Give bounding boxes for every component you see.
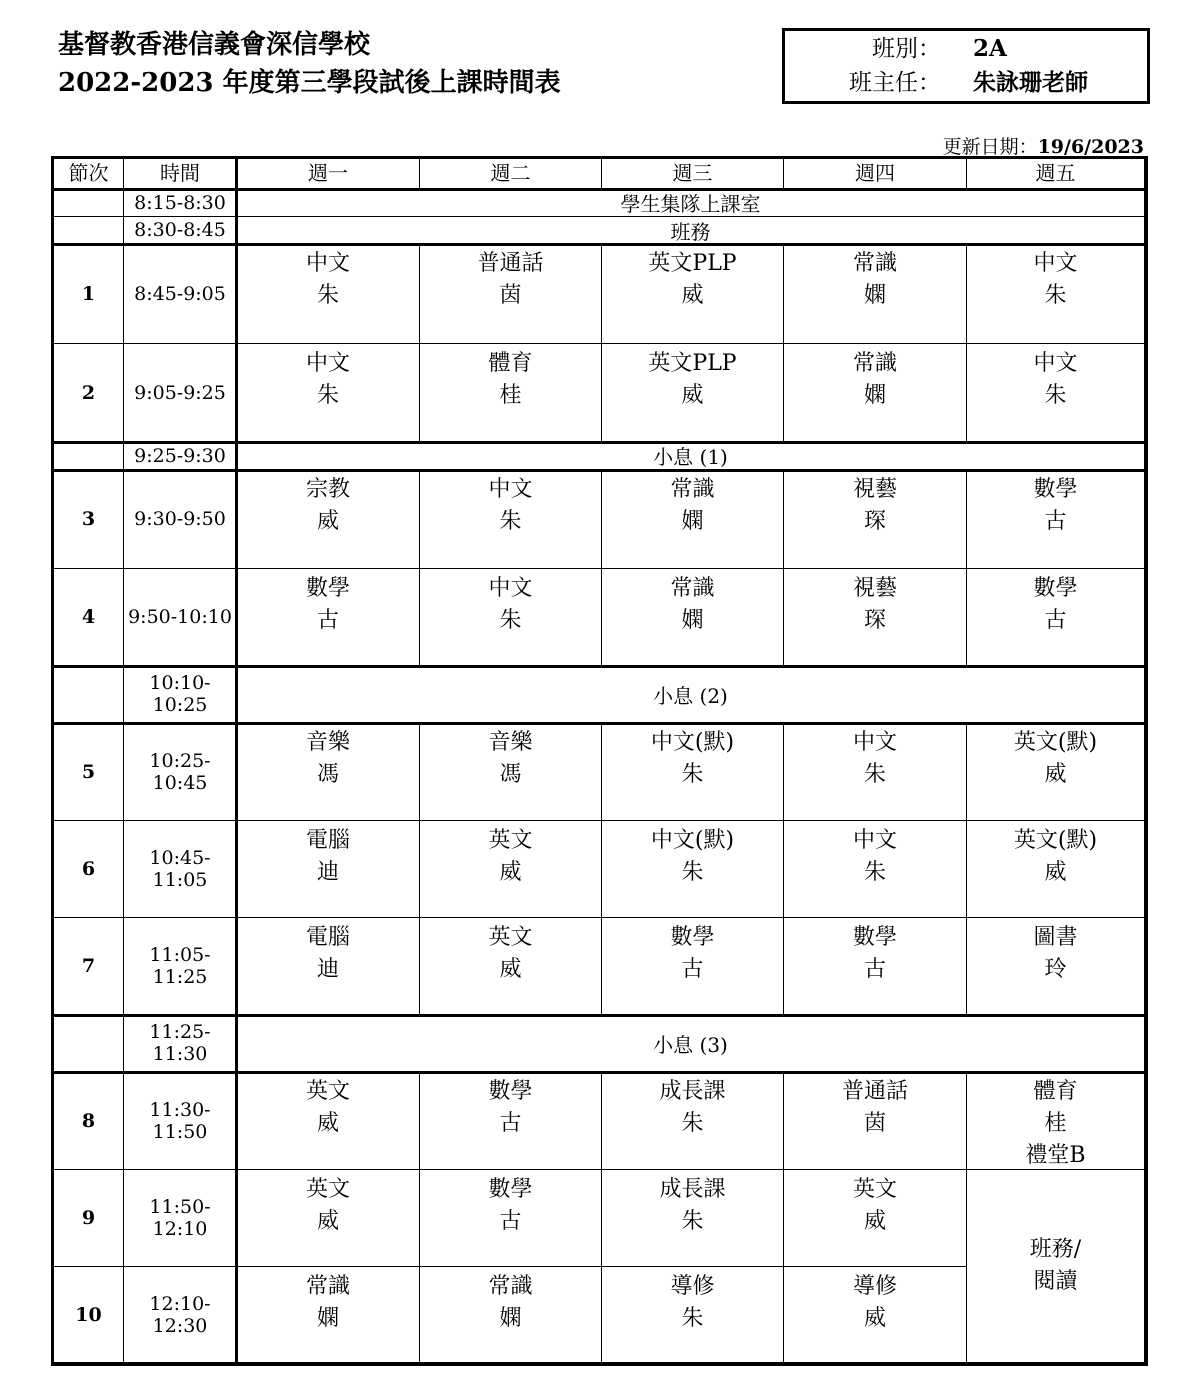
thick-row-divider — [54, 469, 1145, 472]
subject-name: 常識 — [852, 351, 897, 376]
merged-lesson-cell — [967, 1170, 1145, 1363]
class-info-box — [782, 28, 1150, 104]
lesson-cell — [602, 821, 784, 918]
teacher-name: 威 — [316, 509, 339, 534]
subject-name: 音樂 — [305, 730, 350, 755]
subject-name: 普通話 — [477, 251, 544, 276]
teacher-name: 威 — [863, 1209, 886, 1234]
teacher-name: 馮 — [499, 762, 522, 787]
teacher-name: 迪 — [316, 957, 339, 982]
thick-row-divider — [54, 1014, 1145, 1017]
period-number — [54, 217, 124, 244]
subject-name: 中文 — [488, 477, 533, 502]
teacher-name: 古 — [863, 957, 886, 982]
lesson-cell — [237, 1170, 420, 1267]
subject-name: 中文 — [488, 576, 533, 601]
break-row-label: 學生集隊上課室 — [237, 189, 1145, 217]
period-number: 5 — [54, 723, 124, 821]
time-slot: 10:25-10:45 — [124, 723, 237, 821]
lesson-cell — [602, 344, 784, 442]
period-number — [54, 1015, 124, 1072]
thick-row-divider — [54, 243, 1145, 246]
lesson-cell — [420, 470, 602, 569]
time-slot: 11:05-11:25 — [124, 918, 237, 1015]
teacher-name: 威 — [316, 1209, 339, 1234]
lesson-cell — [602, 918, 784, 1015]
subject-name: 導修 — [670, 1274, 715, 1299]
lesson-cell — [602, 569, 784, 666]
thick-row-divider — [54, 665, 1145, 668]
time-slot: 8:15-8:30 — [124, 189, 237, 217]
lesson-cell — [967, 723, 1145, 821]
subject-name: 英文(默) — [1013, 828, 1098, 853]
teacher-name: 威 — [863, 1306, 886, 1331]
period-number: 2 — [54, 344, 124, 442]
subject-name: 視藝 — [852, 576, 897, 601]
teacher-name: 嫻 — [863, 383, 886, 408]
lesson-cell — [237, 1267, 420, 1363]
subject-name: 中文(默) — [650, 828, 735, 853]
teacher-name: 朱 — [681, 1306, 704, 1331]
venue-name: 禮堂B — [1025, 1143, 1086, 1168]
lesson-cell — [420, 918, 602, 1015]
lesson-cell — [237, 1072, 420, 1170]
subject-name: 宗教 — [305, 477, 350, 502]
subject-name: 成長課 — [659, 1177, 726, 1202]
lesson-cell — [237, 723, 420, 821]
teacher-name: 嫻 — [681, 608, 704, 633]
lesson-cell — [420, 1072, 602, 1170]
column-header: 週二 — [420, 159, 602, 189]
lesson-cell — [967, 821, 1145, 918]
schedule-title: 2022-2023 年度第三學段試後上課時間表 — [58, 68, 561, 98]
subject-name: 英文 — [305, 1079, 350, 1104]
subject-name: 導修 — [852, 1274, 897, 1299]
lesson-cell — [967, 1072, 1145, 1170]
merged-cell-text: 閱讀 — [1033, 1269, 1078, 1294]
teacher-name: 朱 — [863, 860, 886, 885]
teacher-name: 琛 — [863, 509, 886, 534]
teacher-name: 古 — [499, 1111, 522, 1136]
lesson-cell — [420, 244, 602, 344]
subject-name: 圖書 — [1033, 925, 1078, 950]
teacher-name: 朱 — [316, 383, 339, 408]
subject-name: 常識 — [670, 477, 715, 502]
teacher-name: 威 — [1044, 860, 1067, 885]
teacher-name: 朱 — [499, 608, 522, 633]
column-header: 時間 — [124, 159, 237, 189]
subject-name: 電腦 — [305, 828, 350, 853]
thick-row-divider — [54, 441, 1145, 444]
lesson-cell — [237, 821, 420, 918]
subject-name: 中文 — [852, 730, 897, 755]
lesson-cell — [784, 470, 967, 569]
teacher-name: 古 — [316, 608, 339, 633]
lesson-cell — [237, 569, 420, 666]
time-slot: 11:50-12:10 — [124, 1170, 237, 1267]
period-number: 4 — [54, 569, 124, 666]
subject-name: 英文PLP — [648, 351, 737, 376]
subject-name: 中文 — [1033, 251, 1078, 276]
lesson-cell — [237, 344, 420, 442]
time-slot: 12:10-12:30 — [124, 1267, 237, 1363]
subject-name: 數學 — [488, 1177, 533, 1202]
subject-name: 英文 — [488, 925, 533, 950]
teacher-name: 玲 — [1044, 957, 1067, 982]
lesson-cell — [602, 723, 784, 821]
break-row-label: 班務 — [237, 217, 1145, 244]
period-number — [54, 442, 124, 470]
lesson-cell — [602, 1267, 784, 1363]
subject-name: 中文(默) — [650, 730, 735, 755]
lesson-cell — [420, 1267, 602, 1363]
subject-name: 體育 — [1033, 1079, 1078, 1104]
teacher-name: 朱 — [681, 1209, 704, 1234]
lesson-cell — [602, 1072, 784, 1170]
teacher-name: 茵 — [499, 283, 522, 308]
subject-name: 中文 — [852, 828, 897, 853]
time-slot: 10:45-11:05 — [124, 821, 237, 918]
thick-row-divider — [54, 722, 1145, 725]
subject-name: 電腦 — [305, 925, 350, 950]
time-slot: 9:05-9:25 — [124, 344, 237, 442]
teacher-label: 班主任： — [849, 70, 941, 96]
teacher-name: 朱 — [316, 283, 339, 308]
period-number: 6 — [54, 821, 124, 918]
lesson-cell — [967, 244, 1145, 344]
lesson-cell — [602, 470, 784, 569]
lesson-cell — [602, 244, 784, 344]
time-slot: 9:30-9:50 — [124, 470, 237, 569]
time-slot: 8:30-8:45 — [124, 217, 237, 244]
lesson-cell — [784, 244, 967, 344]
subject-name: 英文PLP — [648, 251, 737, 276]
teacher-name: 古 — [1044, 509, 1067, 534]
subject-name: 成長課 — [659, 1079, 726, 1104]
column-header: 週五 — [967, 159, 1145, 189]
column-header: 週四 — [784, 159, 967, 189]
subject-name: 英文 — [852, 1177, 897, 1202]
lesson-cell — [784, 1072, 967, 1170]
subject-name: 常識 — [670, 576, 715, 601]
time-slot: 8:45-9:05 — [124, 244, 237, 344]
lesson-cell — [784, 1267, 967, 1363]
teacher-name: 桂 — [499, 383, 522, 408]
timetable — [51, 156, 1148, 1366]
lesson-cell — [784, 1170, 967, 1267]
time-slot: 9:25-9:30 — [124, 442, 237, 470]
period-number: 8 — [54, 1072, 124, 1170]
class-value: 2A — [973, 35, 1007, 62]
period-number: 1 — [54, 244, 124, 344]
subject-name: 音樂 — [488, 730, 533, 755]
teacher-name: 威 — [316, 1111, 339, 1136]
break-row-label: 小息 (2) — [237, 666, 1145, 723]
lesson-cell — [420, 569, 602, 666]
subject-name: 常識 — [852, 251, 897, 276]
teacher-name: 朱 — [1044, 283, 1067, 308]
column-header: 週三 — [602, 159, 784, 189]
subject-name: 英文 — [305, 1177, 350, 1202]
subject-name: 視藝 — [852, 477, 897, 502]
subject-name: 英文 — [488, 828, 533, 853]
teacher-name: 威 — [681, 383, 704, 408]
teacher-name: 朱 — [1044, 383, 1067, 408]
break-row-label: 小息 (1) — [237, 442, 1145, 470]
teacher-name: 嫻 — [316, 1306, 339, 1331]
teacher-name: 朱 — [681, 1111, 704, 1136]
column-header: 節次 — [54, 159, 124, 189]
lesson-cell — [420, 344, 602, 442]
teacher-name: 威 — [499, 860, 522, 885]
lesson-cell — [784, 723, 967, 821]
subject-name: 中文 — [305, 251, 350, 276]
period-number: 9 — [54, 1170, 124, 1267]
teacher-name: 琛 — [863, 608, 886, 633]
period-number: 7 — [54, 918, 124, 1015]
teacher-name: 古 — [681, 957, 704, 982]
teacher-name: 威 — [499, 957, 522, 982]
teacher-name: 古 — [1044, 608, 1067, 633]
column-header: 週一 — [237, 159, 420, 189]
period-number — [54, 189, 124, 217]
updated-date — [943, 132, 1144, 159]
subject-name: 常識 — [305, 1274, 350, 1299]
lesson-cell — [784, 821, 967, 918]
subject-name: 中文 — [305, 351, 350, 376]
subject-name: 數學 — [852, 925, 897, 950]
lesson-cell — [237, 470, 420, 569]
subject-name: 數學 — [305, 576, 350, 601]
time-slot: 11:25-11:30 — [124, 1015, 237, 1072]
lesson-cell — [784, 344, 967, 442]
lesson-cell — [237, 918, 420, 1015]
class-label: 班別： — [872, 36, 941, 62]
teacher-name: 朱 — [863, 762, 886, 787]
time-slot: 11:30-11:50 — [124, 1072, 237, 1170]
merged-cell-text: 班務/ — [1029, 1237, 1082, 1262]
subject-name: 體育 — [488, 351, 533, 376]
period-number: 10 — [54, 1267, 124, 1363]
lesson-cell — [784, 918, 967, 1015]
teacher-name: 古 — [499, 1209, 522, 1234]
time-slot: 9:50-10:10 — [124, 569, 237, 666]
subject-name: 數學 — [1033, 477, 1078, 502]
updated-value: 19/6/2023 — [1037, 136, 1144, 158]
school-name: 基督教香港信義會深信學校 — [58, 30, 371, 60]
updated-label: 更新日期： — [942, 136, 1038, 158]
teacher-value: 朱詠珊老師 — [973, 69, 1088, 96]
teacher-name: 嫻 — [681, 509, 704, 534]
teacher-name: 茵 — [863, 1111, 886, 1136]
subject-name: 中文 — [1033, 351, 1078, 376]
teacher-name: 威 — [681, 283, 704, 308]
teacher-name: 嫻 — [499, 1306, 522, 1331]
thick-column-divider — [235, 159, 238, 1363]
teacher-name: 威 — [1044, 762, 1067, 787]
subject-name: 數學 — [1033, 576, 1078, 601]
teacher-name: 迪 — [316, 860, 339, 885]
teacher-name: 嫻 — [863, 283, 886, 308]
subject-name: 英文(默) — [1013, 730, 1098, 755]
lesson-cell — [237, 244, 420, 344]
teacher-name: 桂 — [1044, 1111, 1067, 1136]
period-number — [54, 666, 124, 723]
subject-name: 普通話 — [841, 1079, 908, 1104]
teacher-name: 朱 — [681, 860, 704, 885]
lesson-cell — [420, 1170, 602, 1267]
lesson-cell — [420, 821, 602, 918]
period-number: 3 — [54, 470, 124, 569]
lesson-cell — [967, 569, 1145, 666]
teacher-name: 朱 — [499, 509, 522, 534]
subject-name: 數學 — [670, 925, 715, 950]
teacher-name: 朱 — [681, 762, 704, 787]
lesson-cell — [602, 1170, 784, 1267]
subject-name: 常識 — [488, 1274, 533, 1299]
lesson-cell — [967, 918, 1145, 1015]
thick-row-divider — [54, 1071, 1145, 1074]
lesson-cell — [967, 470, 1145, 569]
break-row-label: 小息 (3) — [237, 1015, 1145, 1072]
teacher-name: 馮 — [316, 762, 339, 787]
time-slot: 10:10-10:25 — [124, 666, 237, 723]
subject-name: 數學 — [488, 1079, 533, 1104]
thick-row-divider — [54, 188, 1145, 191]
lesson-cell — [784, 569, 967, 666]
lesson-cell — [420, 723, 602, 821]
lesson-cell — [967, 344, 1145, 442]
